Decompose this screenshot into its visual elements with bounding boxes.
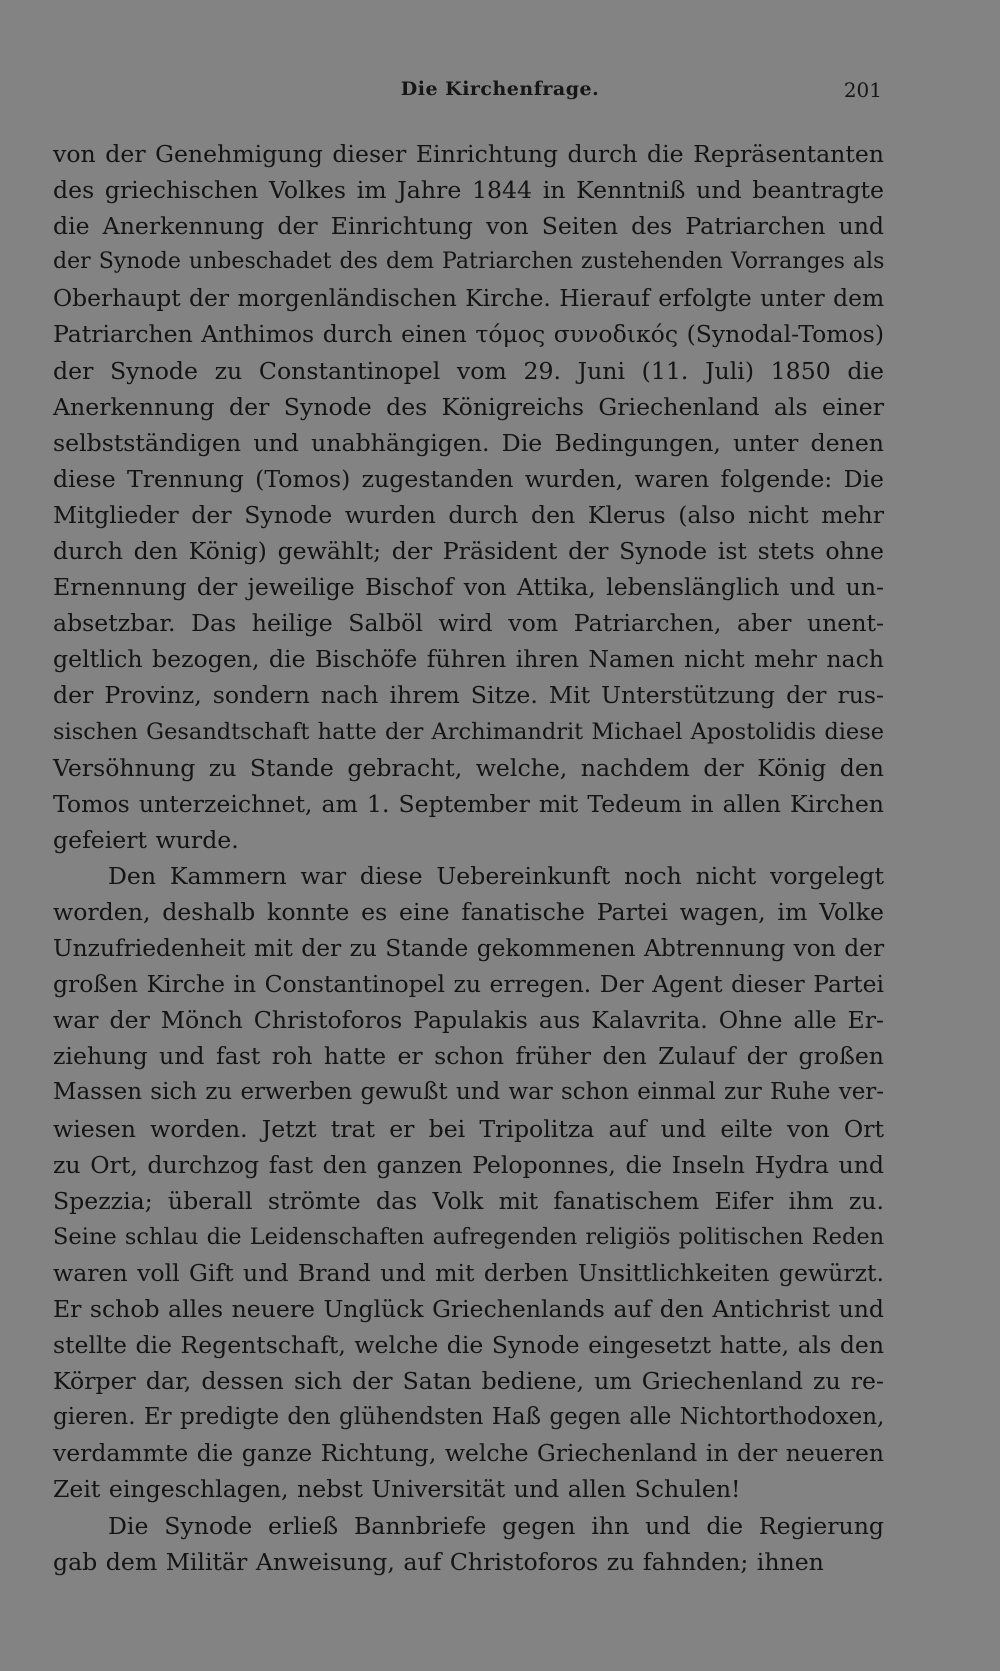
- text-line: Unzufriedenheit mit der zu Stande gekommenen Abtrennung von der: [53, 934, 885, 963]
- text-line: Patriarchen Anthimos durch einen τόμος συνοδικός (Synodal-Tomos): [53, 320, 884, 349]
- text-line: worden, deshalb konnte es eine fanatische Partei wagen, im Volke: [53, 897, 884, 926]
- text-line: durch den König) gewählt; der Präsident der Synode ist stets ohne: [53, 537, 884, 566]
- page-header: [0, 78, 1000, 108]
- paragraph: [53, 136, 884, 858]
- text-line: gieren. Er predigte den glühendsten Haß gegen alle Nichtorthodoxen,: [53, 1404, 885, 1431]
- text-line: großen Kirche in Constantinopel zu erregen. Der Agent dieser Partei: [53, 970, 884, 999]
- text-line: Die Synode erließ Bannbriefe gegen ihn und die Regierung: [108, 1511, 884, 1540]
- text-line: stellte die Regentschaft, welche die Synode eingesetzt hatte, als den: [53, 1331, 884, 1360]
- text-line: Tomos unterzeichnet, am 1. September mit Tedeum in allen Kirchen: [53, 789, 884, 818]
- text-line: Oberhaupt der morgenländischen Kirche. Hierauf erfolgte unter dem: [53, 284, 885, 313]
- text-line: von der Genehmigung dieser Einrichtung durch die Repräsentanten: [53, 140, 884, 168]
- paragraph: [53, 858, 884, 1508]
- text-line: gefeiert wurde.: [53, 825, 239, 854]
- text-line: der Synode zu Constantinopel vom 29. Juni (11. Juli) 1850 die: [53, 356, 884, 385]
- text-line: der Synode unbeschadet des dem Patriarchen zustehenden Vorranges als: [53, 249, 885, 275]
- text-line: der Provinz, sondern nach ihrem Sitze. Mit Unterstützung der rus-: [53, 681, 884, 710]
- text-line: Mitglieder der Synode wurden durch den Klerus (also nicht mehr: [53, 500, 884, 529]
- text-line: Seine schlau die Leidenschaften aufregenden religiös politischen Reden: [53, 1223, 885, 1250]
- body-text: [53, 136, 884, 1580]
- text-line: Anerkennung der Synode des Königreichs Griechenland als einer: [53, 392, 884, 421]
- text-line: Versöhnung zu Stande gebracht, welche, nachdem der König den: [53, 753, 884, 782]
- text-line: zu Ort, durchzog fast den ganzen Peloponnes, die Inseln Hydra und: [53, 1150, 884, 1179]
- text-line: waren voll Gift und Brand und mit derben Unsittlichkeiten gewürzt.: [53, 1258, 884, 1287]
- text-line: die Anerkennung der Einrichtung von Seiten des Patriarchen und: [53, 212, 884, 241]
- text-line: Zeit eingeschlagen, nebst Universität und allen Schulen!: [53, 1475, 741, 1504]
- text-line: geltlich bezogen, die Bischöfe führen ihren Namen nicht mehr nach: [53, 645, 884, 674]
- text-line: Er schob alles neuere Unglück Griechenlands auf den Antichrist und: [53, 1295, 884, 1323]
- text-line: sischen Gesandtschaft hatte der Archimandrit Michael Apostolidis diese: [53, 718, 884, 745]
- text-line: absetzbar. Das heilige Salböl wird vom Patriarchen, aber unent-: [53, 609, 884, 638]
- text-line: Ernennung der jeweilige Bischof von Attika, lebenslänglich und un-: [53, 573, 884, 602]
- text-line: selbstständigen und unabhängigen. Die Bedingungen, unter denen: [53, 428, 884, 457]
- text-line: verdammte die ganze Richtung, welche Griechenland in der neueren: [53, 1439, 884, 1468]
- text-line: Spezzia; überall strömte das Volk mit fanatischem Eifer ihm zu.: [53, 1186, 884, 1215]
- text-line: ziehung und fast roh hatte er schon früher den Zulauf der großen: [53, 1042, 884, 1071]
- text-line: Körper dar, dessen sich der Satan bediene, um Griechenland zu re-: [53, 1367, 884, 1396]
- running-title: Die Kirchenfrage.: [400, 78, 600, 100]
- text-line: Massen sich zu erwerben gewußt und war schon einmal zur Ruhe ver-: [53, 1079, 884, 1106]
- text-line: gab dem Militär Anweisung, auf Christoforos zu fahnden; ihnen: [53, 1547, 824, 1576]
- text-line: war der Mönch Christoforos Papulakis aus Kalavrita. Ohne alle Er-: [53, 1006, 884, 1035]
- text-line: des griechischen Volkes im Jahre 1844 in Kenntniß und beantragte: [53, 176, 884, 205]
- text-line: wiesen worden. Jetzt trat er bei Tripolitza auf und eilte von Ort: [53, 1114, 884, 1143]
- text-line: diese Trennung (Tomos) zugestanden wurden, waren folgende: Die: [53, 464, 884, 493]
- paragraph: [53, 1508, 884, 1580]
- text-line: Den Kammern war diese Uebereinkunft noch nicht vorgelegt: [108, 861, 884, 890]
- page-number: 201: [843, 78, 882, 102]
